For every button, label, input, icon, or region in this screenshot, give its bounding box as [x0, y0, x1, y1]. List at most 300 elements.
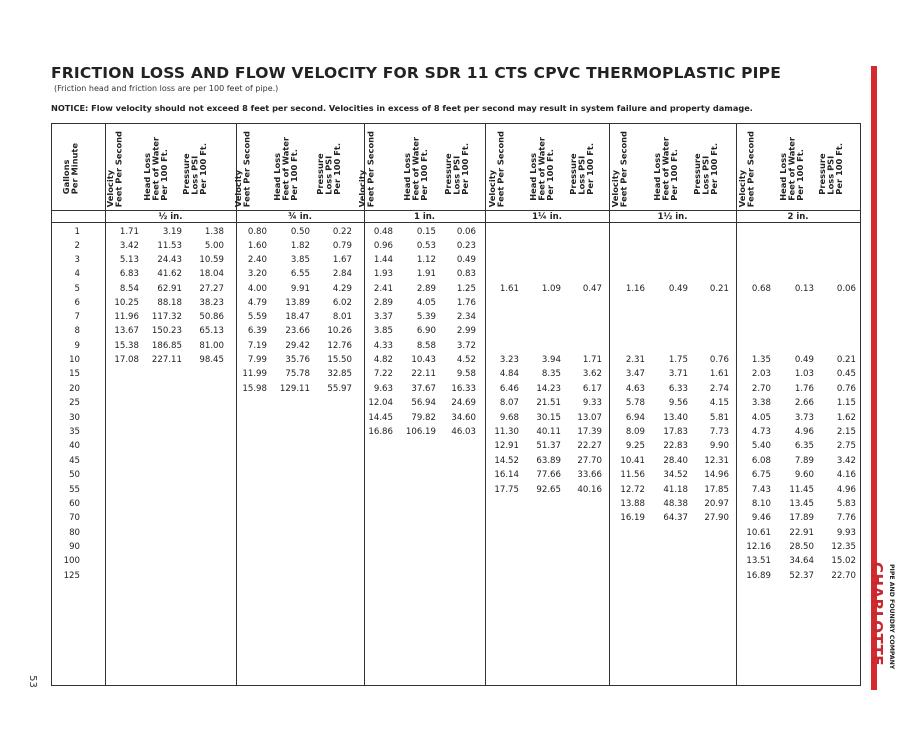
table-cell: 17.89	[789, 513, 814, 523]
table-cell: 0.80	[247, 227, 267, 237]
table-cell: 38.23	[199, 298, 224, 308]
table-cell: 2.31	[625, 355, 645, 365]
table-cell: 9.58	[456, 369, 476, 379]
table-cell: 98.45	[199, 355, 224, 365]
gpm-value: 10	[69, 355, 80, 365]
table-cell: 2.40	[247, 255, 267, 265]
table-cell: 0.76	[709, 355, 729, 365]
gpm-value: 30	[69, 413, 80, 423]
gpm-value: 40	[69, 441, 80, 451]
table-cell: 1.61	[499, 284, 519, 294]
gpm-value: 25	[69, 398, 80, 408]
table-cell: 10.26	[327, 326, 352, 336]
table-cell: 14.52	[494, 456, 519, 466]
table-cell: 6.90	[416, 326, 436, 336]
table-cell: 16.86	[368, 427, 393, 437]
table-cell: 79.82	[411, 413, 436, 423]
table-cell: 6.75	[751, 470, 771, 480]
table-cell: 10.41	[620, 456, 645, 466]
gpm-value: 4	[74, 269, 80, 279]
table-cell: 9.60	[794, 470, 814, 480]
gpm-value: 7	[74, 312, 80, 322]
table-cell: 56.94	[411, 398, 436, 408]
column-header-velocity	[234, 128, 264, 210]
table-cell: 3.42	[836, 456, 856, 466]
table-cell: 2.03	[751, 369, 771, 379]
table-cell: 4.84	[499, 369, 519, 379]
table-cell: 18.04	[199, 269, 224, 279]
table-cell: 4.96	[836, 485, 856, 495]
table-cell: 11.30	[494, 427, 519, 437]
table-cell: 11.56	[620, 470, 645, 480]
gpm-value: 100	[63, 556, 80, 566]
table-cell: 63.89	[536, 456, 561, 466]
table-cell: 6.94	[625, 413, 645, 423]
gpm-value: 20	[69, 384, 80, 394]
table-cell: 55.97	[327, 384, 352, 394]
column-header-text: Velocity Feet Per Second	[737, 130, 756, 208]
column-header-text: Head Loss Feet of Water Per 100 Ft.	[272, 137, 299, 201]
table-cell: 9.25	[625, 441, 645, 451]
table-cell: 2.99	[456, 326, 476, 336]
table-cell: 52.37	[789, 571, 814, 581]
column-header-pressure-loss	[569, 128, 599, 210]
table-cell: 30.15	[536, 413, 561, 423]
column-header-text: Head Loss Feet of Water Per 100 Ft.	[778, 137, 805, 201]
table-cell: 16.14	[494, 470, 519, 480]
table-cell: 3.42	[119, 241, 139, 251]
table-cell: 3.23	[499, 355, 519, 365]
table-cell: 5.59	[247, 312, 267, 322]
table-cell: 3.47	[625, 369, 645, 379]
column-header-gallons: Gallons Per Minute	[61, 143, 80, 195]
table-cell: 7.73	[709, 427, 729, 437]
table-cell: 7.19	[247, 341, 267, 351]
table-cell: 3.85	[373, 326, 393, 336]
table-cell: 3.20	[247, 269, 267, 279]
table-cell: 9.46	[751, 513, 771, 523]
table-cell: 0.48	[373, 227, 393, 237]
table-cell: 227.11	[151, 355, 182, 365]
table-cell: 2.34	[456, 312, 476, 322]
table-cell: 2.70	[751, 384, 771, 394]
column-header-head-loss	[779, 128, 809, 210]
table-cell: 1.91	[416, 269, 436, 279]
table-cell: 22.83	[663, 441, 688, 451]
table-cell: 13.45	[789, 499, 814, 509]
table-cell: 16.19	[620, 513, 645, 523]
column-header-velocity	[488, 128, 518, 210]
table-cell: 3.85	[290, 255, 310, 265]
table-cell: 5.00	[204, 241, 224, 251]
table-cell: 12.16	[746, 542, 771, 552]
table-cell: 3.72	[456, 341, 476, 351]
table-cell: 16.89	[746, 571, 771, 581]
table-cell: 34.60	[451, 413, 476, 423]
table-cell: 6.46	[499, 384, 519, 394]
table-cell: 4.05	[751, 413, 771, 423]
table-cell: 4.96	[794, 427, 814, 437]
table-cell: 65.13	[199, 326, 224, 336]
table-cell: 50.86	[199, 312, 224, 322]
table-cell: 11.99	[242, 369, 267, 379]
table-cell: 0.49	[794, 355, 814, 365]
column-header-text: Pressure Loss PSI Per 100 Ft.	[443, 143, 470, 195]
column-header-text: Pressure Loss PSI Per 100 Ft.	[817, 143, 844, 195]
table-cell: 15.38	[114, 341, 139, 351]
table-cell: 6.02	[332, 298, 352, 308]
column-header-head-loss	[653, 128, 683, 210]
table-cell: 6.33	[668, 384, 688, 394]
gpm-value: 55	[69, 485, 80, 495]
table-cell: 13.51	[746, 556, 771, 566]
table-cell: 48.38	[663, 499, 688, 509]
column-header-velocity	[611, 128, 641, 210]
table-cell: 1.35	[751, 355, 771, 365]
table-cell: 5.81	[709, 413, 729, 423]
table-cell: 0.50	[290, 227, 310, 237]
table-cell: 22.91	[789, 528, 814, 538]
table-cell: 6.39	[247, 326, 267, 336]
gpm-value: 2	[74, 241, 80, 251]
table-cell: 33.66	[577, 470, 602, 480]
gpm-value: 1	[74, 227, 80, 237]
table-cell: 2.89	[416, 284, 436, 294]
table-cell: 9.91	[290, 284, 310, 294]
table-cell: 7.43	[751, 485, 771, 495]
table-cell: 3.73	[794, 413, 814, 423]
table-cell: 40.16	[577, 485, 602, 495]
table-cell: 4.29	[332, 284, 352, 294]
table-cell: 0.13	[794, 284, 814, 294]
table-cell: 186.85	[151, 341, 182, 351]
table-cell: 75.78	[285, 369, 310, 379]
table-cell: 1.76	[794, 384, 814, 394]
table-cell: 16.33	[451, 384, 476, 394]
table-cell: 64.37	[663, 513, 688, 523]
table-cell: 37.67	[411, 384, 436, 394]
table-cell: 0.53	[416, 241, 436, 251]
table-cell: 1.76	[456, 298, 476, 308]
table-cell: 1.82	[290, 241, 310, 251]
table-cell: 17.39	[577, 427, 602, 437]
table-cell: 5.83	[836, 499, 856, 509]
table-cell: 4.82	[373, 355, 393, 365]
table-cell: 34.52	[663, 470, 688, 480]
table-cell: 4.16	[836, 470, 856, 480]
page-number: 53	[26, 675, 38, 688]
column-header-text: Pressure Loss PSI Per 100 Ft.	[692, 143, 719, 195]
table-cell: 15.50	[327, 355, 352, 365]
table-cell: 13.07	[577, 413, 602, 423]
table-cell: 22.27	[577, 441, 602, 451]
table-cell: 40.11	[536, 427, 561, 437]
table-cell: 28.40	[663, 456, 688, 466]
table-cell: 32.85	[327, 369, 352, 379]
table-cell: 12.72	[620, 485, 645, 495]
column-header-pressure-loss	[818, 128, 848, 210]
table-cell: 1.09	[541, 284, 561, 294]
page-subtitle: (Friction head and friction loss are per 100 feet of pipe.)	[54, 84, 279, 93]
column-header-text: Velocity Feet Per Second	[487, 130, 506, 208]
table-cell: 1.75	[668, 355, 688, 365]
table-cell: 8.01	[332, 312, 352, 322]
column-header-text: Head Loss Feet of Water Per 100 Ft.	[402, 137, 429, 201]
table-cell: 9.63	[373, 384, 393, 394]
table-cell: 129.11	[279, 384, 310, 394]
table-cell: 13.67	[114, 326, 139, 336]
table-cell: 3.71	[668, 369, 688, 379]
table-cell: 12.91	[494, 441, 519, 451]
table-cell: 3.62	[582, 369, 602, 379]
table-cell: 12.35	[831, 542, 856, 552]
table-cell: 9.33	[582, 398, 602, 408]
notice-text: NOTICE: Flow velocity should not exceed 8 feet per second. Velocities in excess of 8 feet per second may result in system failure and property damage.	[51, 103, 753, 113]
table-cell: 12.76	[327, 341, 352, 351]
table-cell: 10.25	[114, 298, 139, 308]
table-cell: 8.09	[625, 427, 645, 437]
table-cell: 4.15	[709, 398, 729, 408]
gpm-value: 80	[69, 528, 80, 538]
gpm-value: 70	[69, 513, 80, 523]
table-cell: 14.96	[704, 470, 729, 480]
table-cell: 9.90	[709, 441, 729, 451]
table-cell: 14.45	[368, 413, 393, 423]
table-cell: 106.19	[405, 427, 436, 437]
table-cell: 81.00	[199, 341, 224, 351]
gpm-value: 6	[74, 298, 80, 308]
table-cell: 1.61	[709, 369, 729, 379]
header-divider	[51, 210, 861, 211]
pipe-size-label: ¾ in.	[288, 212, 312, 222]
table-cell: 17.85	[704, 485, 729, 495]
logo-tagline: PIPE AND FOUNDRY COMPANY	[888, 564, 895, 670]
table-cell: 51.37	[536, 441, 561, 451]
column-header-text: Pressure Loss PSI Per 100 Ft.	[181, 143, 208, 195]
table-cell: 4.33	[373, 341, 393, 351]
table-cell: 8.58	[416, 341, 436, 351]
table-cell: 1.03	[794, 369, 814, 379]
table-cell: 5.13	[119, 255, 139, 265]
gpm-value: 8	[74, 326, 80, 336]
gpm-value: 5	[74, 284, 80, 294]
table-cell: 15.02	[831, 556, 856, 566]
table-cell: 9.68	[499, 413, 519, 423]
table-cell: 7.76	[836, 513, 856, 523]
table-cell: 0.47	[582, 284, 602, 294]
table-cell: 0.45	[836, 369, 856, 379]
table-cell: 46.03	[451, 427, 476, 437]
table-cell: 0.15	[416, 227, 436, 237]
table-cell: 1.16	[625, 284, 645, 294]
pipe-size-label: 2 in.	[787, 212, 809, 222]
table-cell: 6.55	[290, 269, 310, 279]
table-cell: 12.04	[368, 398, 393, 408]
column-header-text: Pressure Loss PSI Per 100 Ft.	[315, 143, 342, 195]
company-logo	[868, 562, 904, 690]
table-cell: 5.78	[625, 398, 645, 408]
table-cell: 27.27	[199, 284, 224, 294]
column-header-head-loss	[143, 128, 173, 210]
table-cell: 24.69	[451, 398, 476, 408]
gpm-value: 15	[69, 369, 80, 379]
table-cell: 4.05	[416, 298, 436, 308]
gpm-value: 35	[69, 427, 80, 437]
table-cell: 20.97	[704, 499, 729, 509]
table-cell: 28.50	[789, 542, 814, 552]
table-cell: 4.79	[247, 298, 267, 308]
table-cell: 5.39	[416, 312, 436, 322]
table-cell: 11.96	[114, 312, 139, 322]
column-header-velocity	[358, 128, 388, 210]
table-cell: 2.89	[373, 298, 393, 308]
table-cell: 6.08	[751, 456, 771, 466]
table-cell: 0.76	[836, 384, 856, 394]
table-cell: 0.21	[836, 355, 856, 365]
column-header-text: Head Loss Feet of Water Per 100 Ft.	[528, 137, 555, 201]
column-header-text: Velocity Feet Per Second	[610, 130, 629, 208]
table-cell: 1.93	[373, 269, 393, 279]
column-header-velocity	[106, 128, 136, 210]
column-header-pressure-loss	[444, 128, 474, 210]
page-title: FRICTION LOSS AND FLOW VELOCITY FOR SDR 11 CTS CPVC THERMOPLASTIC PIPE	[51, 64, 781, 82]
table-cell: 3.19	[162, 227, 182, 237]
column-header-head-loss	[403, 128, 433, 210]
column-header-pressure-loss	[182, 128, 212, 210]
table-cell: 62.91	[157, 284, 182, 294]
table-cell: 29.42	[285, 341, 310, 351]
table-cell: 7.89	[794, 456, 814, 466]
table-cell: 1.60	[247, 241, 267, 251]
table-cell: 41.18	[663, 485, 688, 495]
table-cell: 7.99	[247, 355, 267, 365]
table-cell: 9.93	[836, 528, 856, 538]
gpm-value: 90	[69, 542, 80, 552]
table-cell: 11.53	[157, 241, 182, 251]
column-header-text: Velocity Feet Per Second	[233, 130, 252, 208]
table-cell: 4.73	[751, 427, 771, 437]
column-header-text: Velocity Feet Per Second	[357, 130, 376, 208]
table-cell: 11.45	[789, 485, 814, 495]
table-cell: 1.71	[119, 227, 139, 237]
table-cell: 0.49	[668, 284, 688, 294]
column-header-head-loss	[273, 128, 303, 210]
table-cell: 2.74	[709, 384, 729, 394]
table-cell: 0.06	[836, 284, 856, 294]
table-cell: 2.84	[332, 269, 352, 279]
table-cell: 8.35	[541, 369, 561, 379]
column-header-text: Pressure Loss PSI Per 100 Ft.	[568, 143, 595, 195]
table-cell: 10.59	[199, 255, 224, 265]
table-cell: 1.25	[456, 284, 476, 294]
table-cell: 17.83	[663, 427, 688, 437]
table-cell: 22.11	[411, 369, 436, 379]
pipe-size-label: 1½ in.	[657, 212, 688, 222]
column-header-text: Head Loss Feet of Water Per 100 Ft.	[142, 137, 169, 201]
pipe-size-label: 1¼ in.	[532, 212, 562, 222]
gpm-value: 3	[74, 255, 80, 265]
table-cell: 77.66	[536, 470, 561, 480]
column-header-text: Velocity Feet Per Second	[105, 130, 124, 208]
table-cell: 13.89	[285, 298, 310, 308]
table-cell: 13.40	[663, 413, 688, 423]
pipe-size-label: ½ in.	[158, 212, 183, 222]
table-cell: 10.61	[746, 528, 771, 538]
table-cell: 0.83	[456, 269, 476, 279]
gpm-value: 50	[69, 470, 80, 480]
table-cell: 1.44	[373, 255, 393, 265]
table-cell: 0.68	[751, 284, 771, 294]
table-cell: 17.08	[114, 355, 139, 365]
table-cell: 1.62	[836, 413, 856, 423]
table-cell: 10.43	[411, 355, 436, 365]
column-header-velocity	[738, 128, 768, 210]
table-cell: 4.52	[456, 355, 476, 365]
table-cell: 4.00	[247, 284, 267, 294]
table-cell: 0.22	[332, 227, 352, 237]
table-cell: 41.62	[157, 269, 182, 279]
table-cell: 18.47	[285, 312, 310, 322]
table-cell: 0.06	[456, 227, 476, 237]
table-cell: 3.37	[373, 312, 393, 322]
table-cell: 2.66	[794, 398, 814, 408]
table-cell: 0.21	[709, 284, 729, 294]
table-cell: 9.56	[668, 398, 688, 408]
table-cell: 7.22	[373, 369, 393, 379]
table-cell: 17.75	[494, 485, 519, 495]
table-cell: 15.98	[242, 384, 267, 394]
table-cell: 21.51	[536, 398, 561, 408]
table-cell: 24.43	[157, 255, 182, 265]
table-cell: 27.90	[704, 513, 729, 523]
table-cell: 22.70	[831, 571, 856, 581]
table-cell: 8.54	[119, 284, 139, 294]
column-header-pressure-loss	[693, 128, 723, 210]
table-cell: 23.66	[285, 326, 310, 336]
table-cell: 5.40	[751, 441, 771, 451]
gpm-value: 125	[63, 571, 80, 581]
logo-brand: CHARLOTTE	[868, 562, 886, 667]
table-cell: 1.67	[332, 255, 352, 265]
pipe-size-label: 1 in.	[413, 212, 436, 222]
table-cell: 0.23	[456, 241, 476, 251]
table-cell: 2.41	[373, 284, 393, 294]
table-cell: 1.15	[836, 398, 856, 408]
table-cell: 4.63	[625, 384, 645, 394]
table-cell: 2.75	[836, 441, 856, 451]
table-cell: 0.79	[332, 241, 352, 251]
gpm-value: 45	[69, 456, 80, 466]
table-cell: 12.31	[704, 456, 729, 466]
table-cell: 0.49	[456, 255, 476, 265]
table-cell: 34.64	[789, 556, 814, 566]
table-cell: 6.35	[794, 441, 814, 451]
table-cell: 35.76	[285, 355, 310, 365]
table-cell: 27.70	[577, 456, 602, 466]
table-cell: 3.94	[541, 355, 561, 365]
table-cell: 6.83	[119, 269, 139, 279]
table-cell: 8.07	[499, 398, 519, 408]
table-cell: 92.65	[536, 485, 561, 495]
table-cell: 150.23	[151, 326, 182, 336]
table-cell: 0.96	[373, 241, 393, 251]
table-cell: 1.38	[204, 227, 224, 237]
table-cell: 117.32	[151, 312, 182, 322]
size-divider	[51, 222, 861, 223]
column-header-text: Head Loss Feet of Water Per 100 Ft.	[652, 137, 679, 201]
table-cell: 13.88	[620, 499, 645, 509]
table-cell: 2.15	[836, 427, 856, 437]
